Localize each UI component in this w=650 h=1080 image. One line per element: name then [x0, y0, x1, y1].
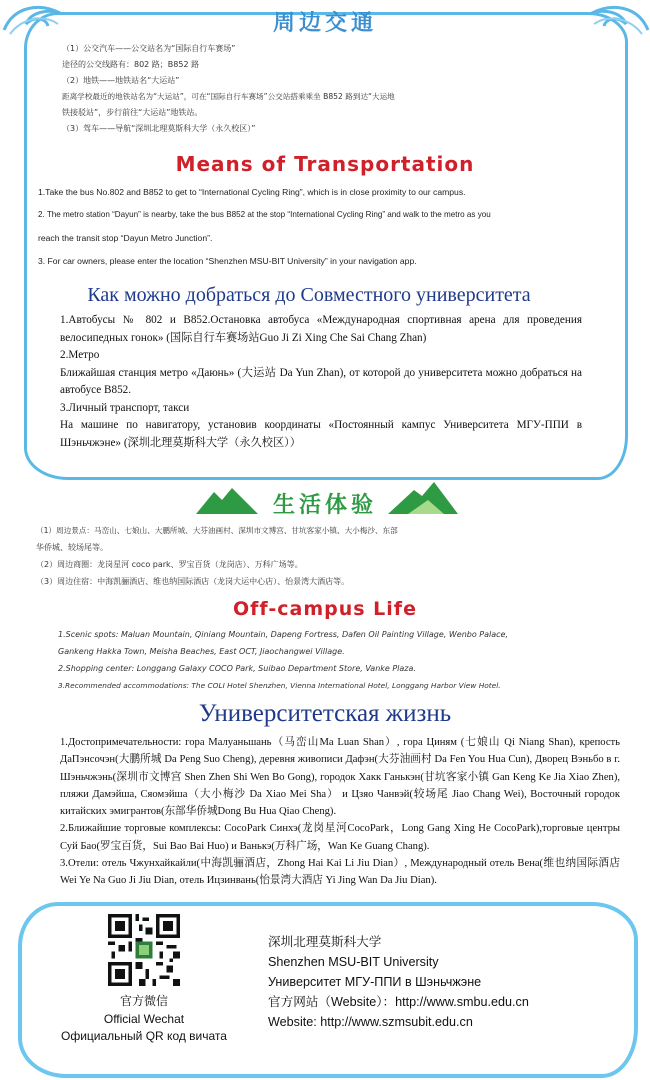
en-line: Gankeng Hakka Town, Meisha Beaches, East OCT, Jiaochangwei Village.: [58, 647, 345, 656]
cn-line: （1）周边景点：马峦山、七娘山、大鹏所城、大芬油画村、深圳市文博宫、甘坑客家小镇、大小梅沙、东部: [36, 526, 398, 535]
ru-paragraph: 3.Личный транспорт, такси: [60, 401, 190, 414]
transport-title-en: Means of Transportation: [175, 152, 475, 176]
life-title-en: Off-campus Life: [233, 598, 417, 620]
en-line: reach the transit stop “Dayun Metro Junction”.: [38, 233, 213, 243]
qr-code[interactable]: [108, 914, 180, 986]
en-line: 2. The metro station “Dayun” is nearby, take the bus B852 at the stop “International Cycling Ring” and walk to the metro as you: [38, 210, 491, 219]
qr-caption-cn: 官方微信: [119, 994, 168, 1008]
transport-ru-block: [60, 312, 582, 452]
ru-paragraph: 2.Ближайшие торговые комплексы: CocoPark Синхэ(龙岗星河CocoPark，Long Gang Xing He CocoPark),торговые центры Суй Бао(罗宝百货，Sui Bao Bai Huo) и Ванькэ(万科广场，Wan Ke Guang Chang).: [60, 823, 620, 852]
ru-paragraph: 3.Отели: отель Чжунхайкайли(中海凯骊酒店，Zhong Hai Kai Li Jiu Dian）, Международный отель Вена(维也纳国际酒店 Wei Ye Na Guo Ji Jiu Dian, отель Ицзинвань(怡景湾大酒店 Yi Jing Wan Da Jiu Dian).: [60, 858, 620, 887]
en-line: 2.Shopping center: Longgang Galaxy COCO Park, Suibao Department Store, Vanke Plaza.: [58, 664, 416, 673]
qr-caption-en: Official Wechat: [103, 1011, 185, 1026]
life-title-cn: 生活体验: [272, 493, 377, 518]
cn-line: （3）周边住宿：中海凯骊酒店、维也纳国际酒店（龙岗大运中心店）、怡景湾大酒店等。: [36, 577, 350, 586]
university-name-en: Shenzhen MSU-BIT University: [268, 955, 439, 969]
cn-line: （1）公交汽车——公交站名为“国际自行车赛场”: [62, 44, 236, 53]
cn-line: 途径的公交线路有：802 路；B852 路: [62, 60, 200, 69]
cn-line: 距离学校最近的地铁站名为“大运站”，可在“国际自行车赛场”公交站搭乘乘坐 B852 路到达“大运地: [62, 92, 395, 101]
transport-title-cn: 周边交通: [272, 11, 377, 36]
cn-line: 华侨城、较场尾等。: [36, 543, 108, 552]
qr-caption: [34, 993, 254, 1046]
life-cn-block: [36, 522, 626, 590]
ru-paragraph: 1.Автобусы № 802 и B852.Остановка автобуса «Международная спортивная арена для проведения велосипедных гонок» (国际自行车赛场站Guo Ji Zi Xing Che Sai Chang Zhan): [60, 314, 582, 344]
ru-paragraph: 2.Метро: [60, 349, 100, 361]
university-name-cn: 深圳北理莫斯科大学: [268, 935, 382, 949]
transport-title-ru: Как можно добраться до Совместного университета: [87, 284, 531, 306]
en-line: 3.Recommended accommodations: The COLI Hotel Shenzhen, Vienna International Hotel, Longgang Harbor View Hotel.: [58, 681, 501, 690]
cn-line: （2）地铁——地铁站名“大运站”: [62, 76, 180, 85]
footer-info: [268, 932, 618, 1032]
cn-line: （2）周边商圈：龙岗星河 coco park、罗宝百货（龙岗店）、万科广场等。: [36, 560, 303, 569]
en-line: 1.Scenic spots: Maluan Mountain, Qiniang Mountain, Dapeng Fortress, Dafen Oil Painting Village, Wenbo Palace,: [58, 630, 509, 639]
ru-paragraph: Ближайшая станция метро «Даюнь» (大运站 Da Yun Zhan), от которой до университета можно добраться на автобусе B852.: [60, 366, 582, 396]
university-name-ru: Университет МГУ-ППИ в Шэньчжэне: [268, 975, 482, 989]
website-link-cn[interactable]: 官方网站（Website）：http://www.smbu.edu.cn: [268, 995, 529, 1009]
en-line: 1.Take the bus No.802 and B852 to get to “International Cycling Ring”, which is in close proximity to our campus.: [38, 187, 466, 197]
transport-cn-block: [62, 41, 602, 137]
ru-paragraph: 1.Достопримечательности: гора Малуаньшань（马峦山Ma Luan Shan）, гора Циням (七娘山 Qi Niang Shan), крепость ДаПэнсочэн(大鹏所城 Da Peng Suo Cheng), деревня живописи Дафэн(大芬油画村 Da Fen You Hua Cun), Дворец Вэньбо в г. Шэньчжэнь(深圳市文博宫 Shen Zhen Shi Wen Bo Gong), городок Хакк Ганькэн(甘坑客家小镇 Gan Keng Ke Jia Xiao Zhen), пляжи Дамэйша, Сяомэйша（大小梅沙 Da Xiao Mei Sha） и Цзяо Чанвэй(较场尾 Jiao Chang Wei), Восточный городок китайских эмигрантов(东部华侨城Dong Bu Hua Qiao Cheng).: [60, 737, 620, 818]
website-link-en[interactable]: Website: http://www.szmsubit.edu.cn: [268, 1015, 473, 1029]
cn-line: （3）驾车——导航“深圳北理莫斯科大学（永久校区）”: [62, 124, 256, 133]
cn-line: 铁接驳站”，步行前往“大运站”地铁站。: [62, 108, 203, 117]
ru-paragraph: На машине по навигатору, установив координаты «Постоянный кампус Университета МГУ-ППИ в Шэньчжэне» (深圳北理莫斯科大学（永久校区））: [60, 419, 582, 449]
life-title-ru: Университетская жизнь: [198, 700, 452, 727]
qr-caption-ru: Официальный QR код вичата: [61, 1029, 227, 1043]
life-ru-block: [60, 734, 620, 890]
en-line: 3. For car owners, please enter the location “Shenzhen MSU-BIT University” in your navigation app.: [38, 256, 417, 266]
